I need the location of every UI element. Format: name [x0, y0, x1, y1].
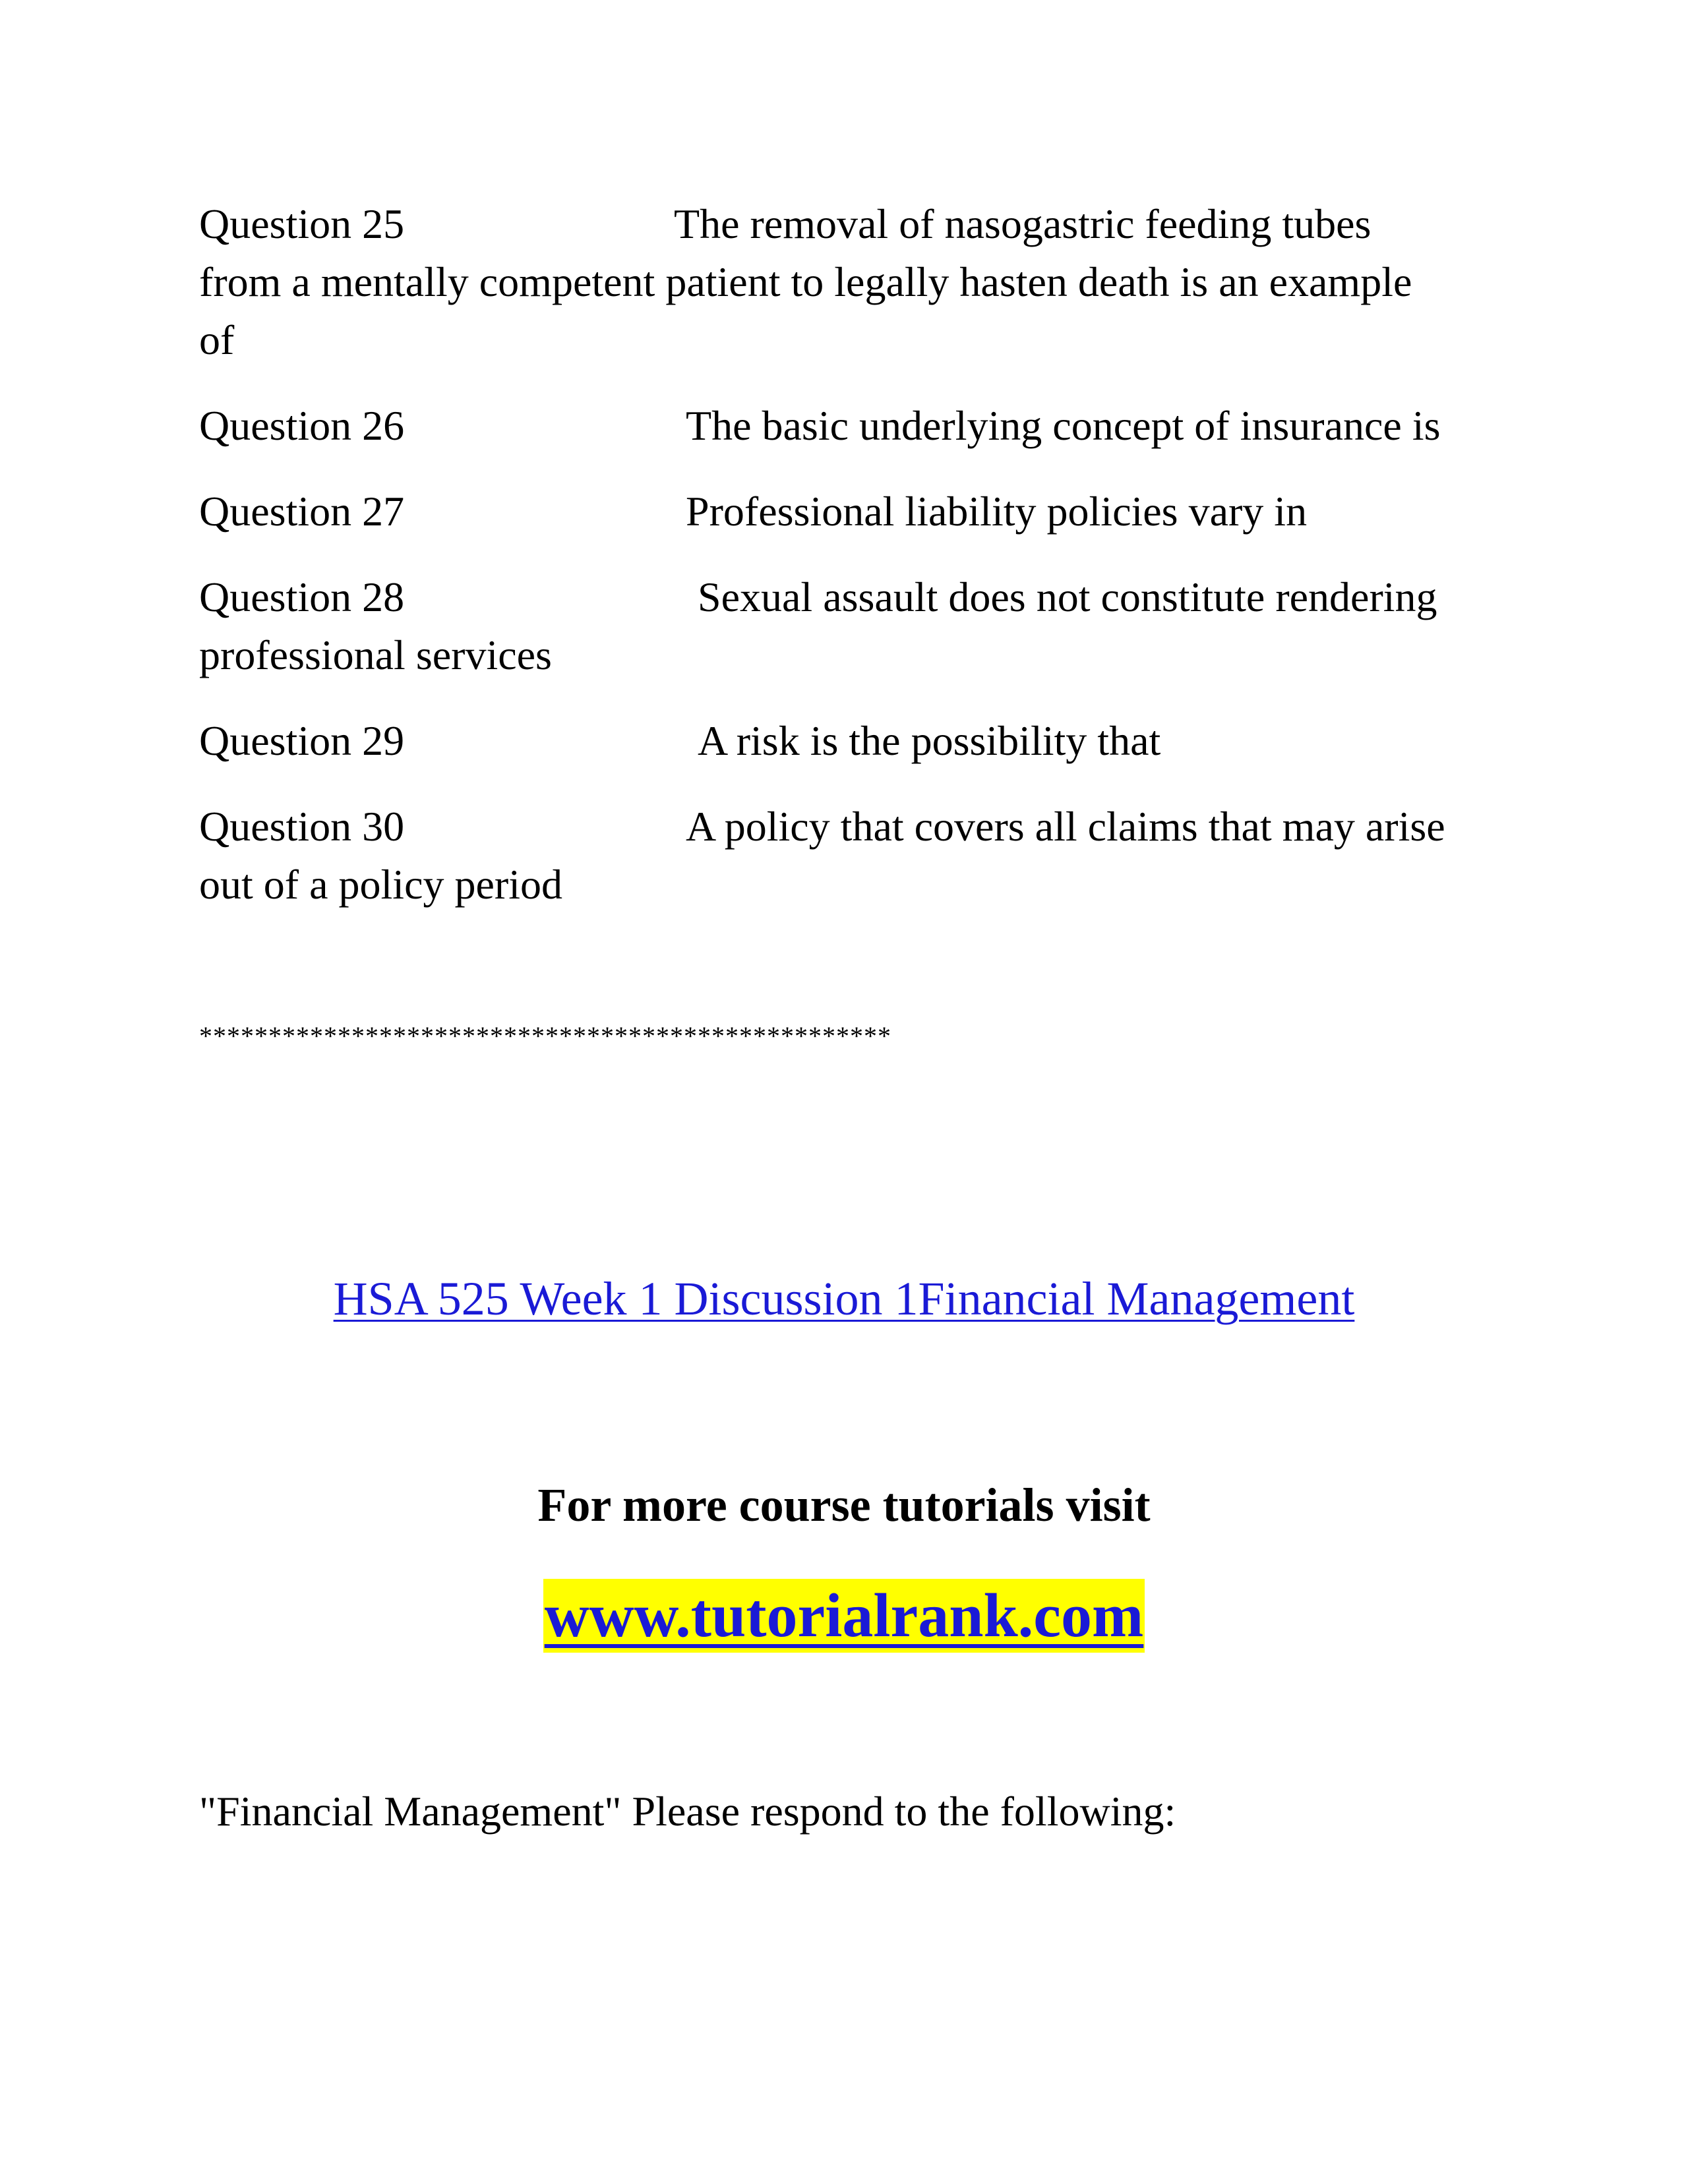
- question-28-continuation-1: professional services: [199, 632, 552, 678]
- question-26-number: Question 26: [199, 402, 405, 449]
- course-link[interactable]: HSA 525 Week 1 Discussion 1Financial Management: [333, 1272, 1355, 1325]
- question-29-number: Question 29: [199, 717, 405, 764]
- question-25-continuation-2: of: [199, 316, 235, 363]
- question-30-number: Question 30: [199, 803, 405, 850]
- question-28-number: Question 28: [199, 574, 405, 620]
- question-29-text: A risk is the possibility that: [698, 717, 1161, 764]
- site-link-container: [0, 1579, 1688, 1653]
- site-link[interactable]: www.tutorialrank.com: [543, 1579, 1145, 1653]
- question-28-text: Sexual assault does not constitute rendering: [698, 574, 1437, 620]
- question-27-text: Professional liability policies vary in: [686, 488, 1308, 535]
- question-26-text: The basic underlying concept of insurance is: [686, 402, 1441, 449]
- question-27-number: Question 27: [199, 488, 405, 535]
- question-30-continuation-1: out of a policy period: [199, 861, 562, 908]
- promo-heading: For more course tutorials visit: [537, 1479, 1151, 1531]
- question-25-text: The removal of nasogastric feeding tubes: [674, 200, 1372, 247]
- question-25-continuation-1: from a mentally competent patient to legally hasten death is an example: [199, 258, 1412, 305]
- question-25-number: Question 25: [199, 200, 405, 247]
- question-30-text: A policy that covers all claims that may arise: [686, 803, 1445, 850]
- separator-line: **************************************************: [199, 1021, 891, 1051]
- respond-prompt: "Financial Management" Please respond to the following:: [199, 1788, 1176, 1835]
